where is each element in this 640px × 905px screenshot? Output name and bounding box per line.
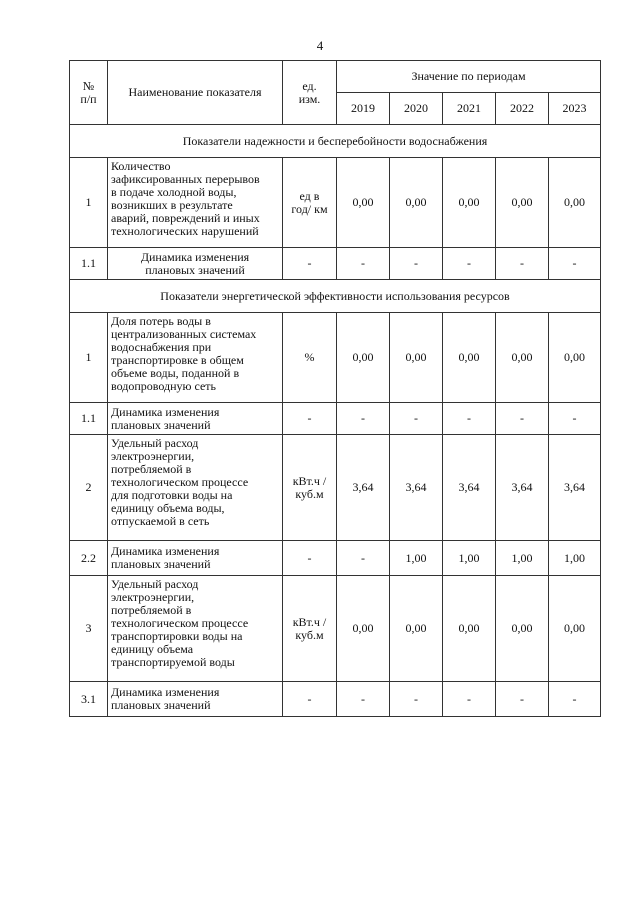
unit-line: - xyxy=(307,411,312,425)
indicator-name-line: плановых значений xyxy=(111,417,211,432)
value-cell: - xyxy=(337,682,390,717)
unit-cell xyxy=(283,435,337,541)
value-cell: 0,00 xyxy=(337,158,390,248)
unit-header-line1: ед. xyxy=(302,78,317,93)
indicator-name-line: Удельный расход xyxy=(111,436,199,450)
unit-cell xyxy=(283,158,337,248)
value-cell: 3,64 xyxy=(549,435,601,541)
value-cell: - xyxy=(443,248,496,280)
unit-line: - xyxy=(307,550,312,565)
indicator-name xyxy=(108,403,283,435)
indicator-name-line: электроэнергии, xyxy=(111,590,195,604)
value-cell: 0,00 xyxy=(443,576,496,682)
table-body xyxy=(70,61,601,717)
header-row xyxy=(70,61,601,93)
row-number: 1.1 xyxy=(70,403,108,435)
periods-header: Значение по периодам xyxy=(337,61,601,93)
table-row xyxy=(70,541,601,576)
value-cell: 0,00 xyxy=(443,313,496,403)
value-cell: 3,64 xyxy=(390,435,443,541)
value-cell: - xyxy=(390,682,443,717)
value-cell: 1,00 xyxy=(549,541,601,576)
unit-header xyxy=(283,61,337,125)
value-cell: 0,00 xyxy=(390,313,443,403)
value-cell: - xyxy=(337,248,390,280)
row-number: 2.2 xyxy=(70,541,108,576)
name-header: Наименование показателя xyxy=(108,61,283,125)
value-cell: 0,00 xyxy=(337,313,390,403)
value-cell: - xyxy=(443,403,496,435)
indicator-name-line: аварий, повреждений и иных xyxy=(111,211,260,225)
table-row xyxy=(70,435,601,541)
indicator-name-line: технологическом процессе xyxy=(111,475,249,489)
table-row xyxy=(70,682,601,717)
year-header: 2019 xyxy=(337,93,390,125)
section-title: Показатели энергетической эффективности использования ресурсов xyxy=(70,280,601,313)
year-header: 2023 xyxy=(549,93,601,125)
year-header: 2020 xyxy=(390,93,443,125)
value-cell: - xyxy=(390,248,443,280)
value-cell: 0,00 xyxy=(390,158,443,248)
indicator-name-line: объеме воды, поданной в xyxy=(111,366,240,380)
indicator-name-line: отпускаемой в сеть xyxy=(111,514,210,528)
value-cell: 0,00 xyxy=(496,158,549,248)
section-row xyxy=(70,280,601,313)
indicator-name-line: водопроводную сеть xyxy=(111,379,217,393)
indicator-name-line: зафиксированных перерывов xyxy=(111,172,260,186)
table-row xyxy=(70,158,601,248)
table-row xyxy=(70,403,601,435)
num-header-line2: п/п xyxy=(80,91,97,106)
indicator-name-line: потребляемой в xyxy=(111,603,192,617)
unit-cell xyxy=(283,576,337,682)
indicator-name-line: Динамика изменения xyxy=(140,249,250,264)
value-cell: 0,00 xyxy=(549,313,601,403)
value-cell: - xyxy=(496,682,549,717)
value-cell: 3,64 xyxy=(443,435,496,541)
indicator-name-line: единицу объема воды, xyxy=(111,501,225,515)
indicator-name-line: водоснабжения при xyxy=(111,340,212,354)
unit-line: год/ км xyxy=(291,201,328,216)
indicator-name-line: в подаче холодной воды, xyxy=(111,185,237,199)
unit-cell xyxy=(283,541,337,576)
unit-cell xyxy=(283,403,337,435)
value-cell: 0,00 xyxy=(443,158,496,248)
value-cell: 1,00 xyxy=(443,541,496,576)
indicator-name-line: Динамика изменения xyxy=(111,404,220,419)
indicator-name-line: электроэнергии, xyxy=(111,449,195,463)
indicator-name-line: для подготовки воды на xyxy=(111,488,233,502)
unit-line: - xyxy=(307,256,312,270)
value-cell: - xyxy=(337,403,390,435)
section-row xyxy=(70,125,601,158)
page-number: 4 xyxy=(316,38,324,53)
indicator-name-line: плановых значений xyxy=(111,698,211,712)
unit-cell xyxy=(283,313,337,403)
value-cell: 1,00 xyxy=(496,541,549,576)
value-cell: 0,00 xyxy=(496,576,549,682)
indicator-name xyxy=(108,435,283,541)
indicator-name-line: потребляемой в xyxy=(111,462,192,476)
indicator-name-line: Удельный расход xyxy=(111,577,199,591)
indicator-name xyxy=(108,541,283,576)
value-cell: 0,00 xyxy=(390,576,443,682)
row-number: 1 xyxy=(70,158,108,248)
indicators-table xyxy=(69,60,601,717)
indicator-name xyxy=(108,576,283,682)
value-cell: 3,64 xyxy=(337,435,390,541)
section-title: Показатели надежности и бесперебойности водоснабжения xyxy=(70,125,601,158)
indicator-name-line: возникших в результате xyxy=(111,198,233,212)
row-number: 1.1 xyxy=(70,248,108,280)
value-cell: 0,00 xyxy=(549,158,601,248)
table-row xyxy=(70,313,601,403)
indicator-name-line: плановых значений xyxy=(145,262,245,277)
unit-line: % xyxy=(304,350,315,364)
unit-cell xyxy=(283,248,337,280)
indicator-name-line: Динамика изменения xyxy=(111,685,220,699)
indicator-name-line: Динамика изменения xyxy=(111,544,220,558)
indicator-name-line: единицу объема xyxy=(111,642,194,656)
indicator-name-line: Количество xyxy=(111,159,171,173)
indicator-name xyxy=(108,158,283,248)
value-cell: - xyxy=(337,541,390,576)
indicator-name-line: транспортируемой воды xyxy=(111,655,235,669)
unit-line: ед в xyxy=(299,188,320,203)
value-cell: 3,64 xyxy=(496,435,549,541)
indicator-name xyxy=(108,248,283,280)
row-number: 3.1 xyxy=(70,682,108,717)
value-cell: 1,00 xyxy=(390,541,443,576)
value-cell: - xyxy=(443,682,496,717)
unit-line: - xyxy=(307,691,312,706)
value-cell: - xyxy=(549,682,601,717)
row-number: 3 xyxy=(70,576,108,682)
value-cell: - xyxy=(549,248,601,280)
row-number: 2 xyxy=(70,435,108,541)
indicator-name-line: плановых значений xyxy=(111,557,211,571)
value-cell: 0,00 xyxy=(337,576,390,682)
indicator-name-line: технологических нарушений xyxy=(111,224,259,238)
unit-line: кВт.ч / xyxy=(292,473,327,488)
num-header xyxy=(70,61,108,125)
indicator-name-line: транспортировке в общем xyxy=(111,353,244,367)
unit-line: куб.м xyxy=(295,627,324,642)
indicator-name-line: транспортировки воды на xyxy=(111,629,243,643)
table-row xyxy=(70,576,601,682)
unit-cell xyxy=(283,682,337,717)
year-header: 2022 xyxy=(496,93,549,125)
indicator-name-line: Доля потерь воды в xyxy=(111,314,211,328)
value-cell: - xyxy=(549,403,601,435)
value-cell: - xyxy=(390,403,443,435)
value-cell: - xyxy=(496,403,549,435)
table-row xyxy=(70,248,601,280)
value-cell: 0,00 xyxy=(549,576,601,682)
row-number: 1 xyxy=(70,313,108,403)
unit-header-line2: изм. xyxy=(298,91,321,106)
unit-line: кВт.ч / xyxy=(292,614,327,629)
num-header-line1: № xyxy=(82,78,95,93)
value-cell: - xyxy=(496,248,549,280)
value-cell: 0,00 xyxy=(496,313,549,403)
indicator-name xyxy=(108,313,283,403)
indicator-name-line: технологическом процессе xyxy=(111,616,249,630)
unit-line: куб.м xyxy=(295,486,324,501)
year-header: 2021 xyxy=(443,93,496,125)
indicator-name-line: централизованных системах xyxy=(111,327,257,341)
indicator-name xyxy=(108,682,283,717)
